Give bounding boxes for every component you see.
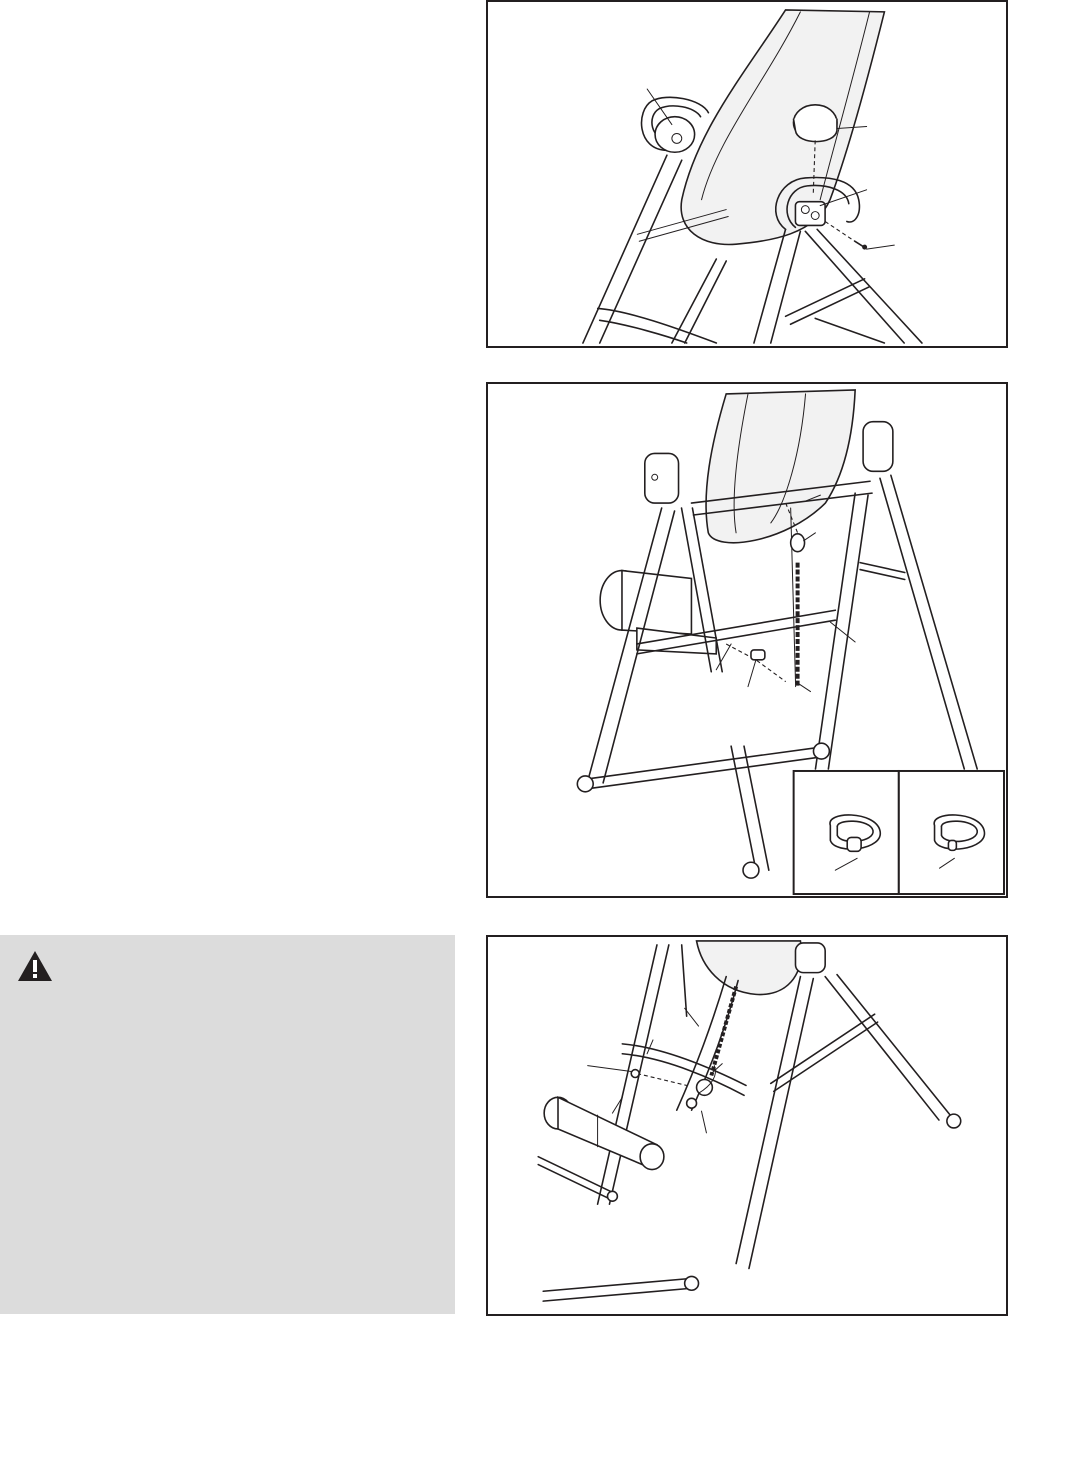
assembly-figure-1: [486, 0, 1008, 348]
assembly-figure-2: [486, 382, 1008, 898]
figure-2-drawing: [488, 384, 1006, 896]
assembly-figure-3: [486, 935, 1008, 1316]
figure-1-drawing: [488, 2, 1006, 346]
warning-triangle-icon: [16, 949, 54, 983]
figure-3-drawing: [488, 937, 1006, 1314]
warning-panel: [0, 935, 455, 1314]
